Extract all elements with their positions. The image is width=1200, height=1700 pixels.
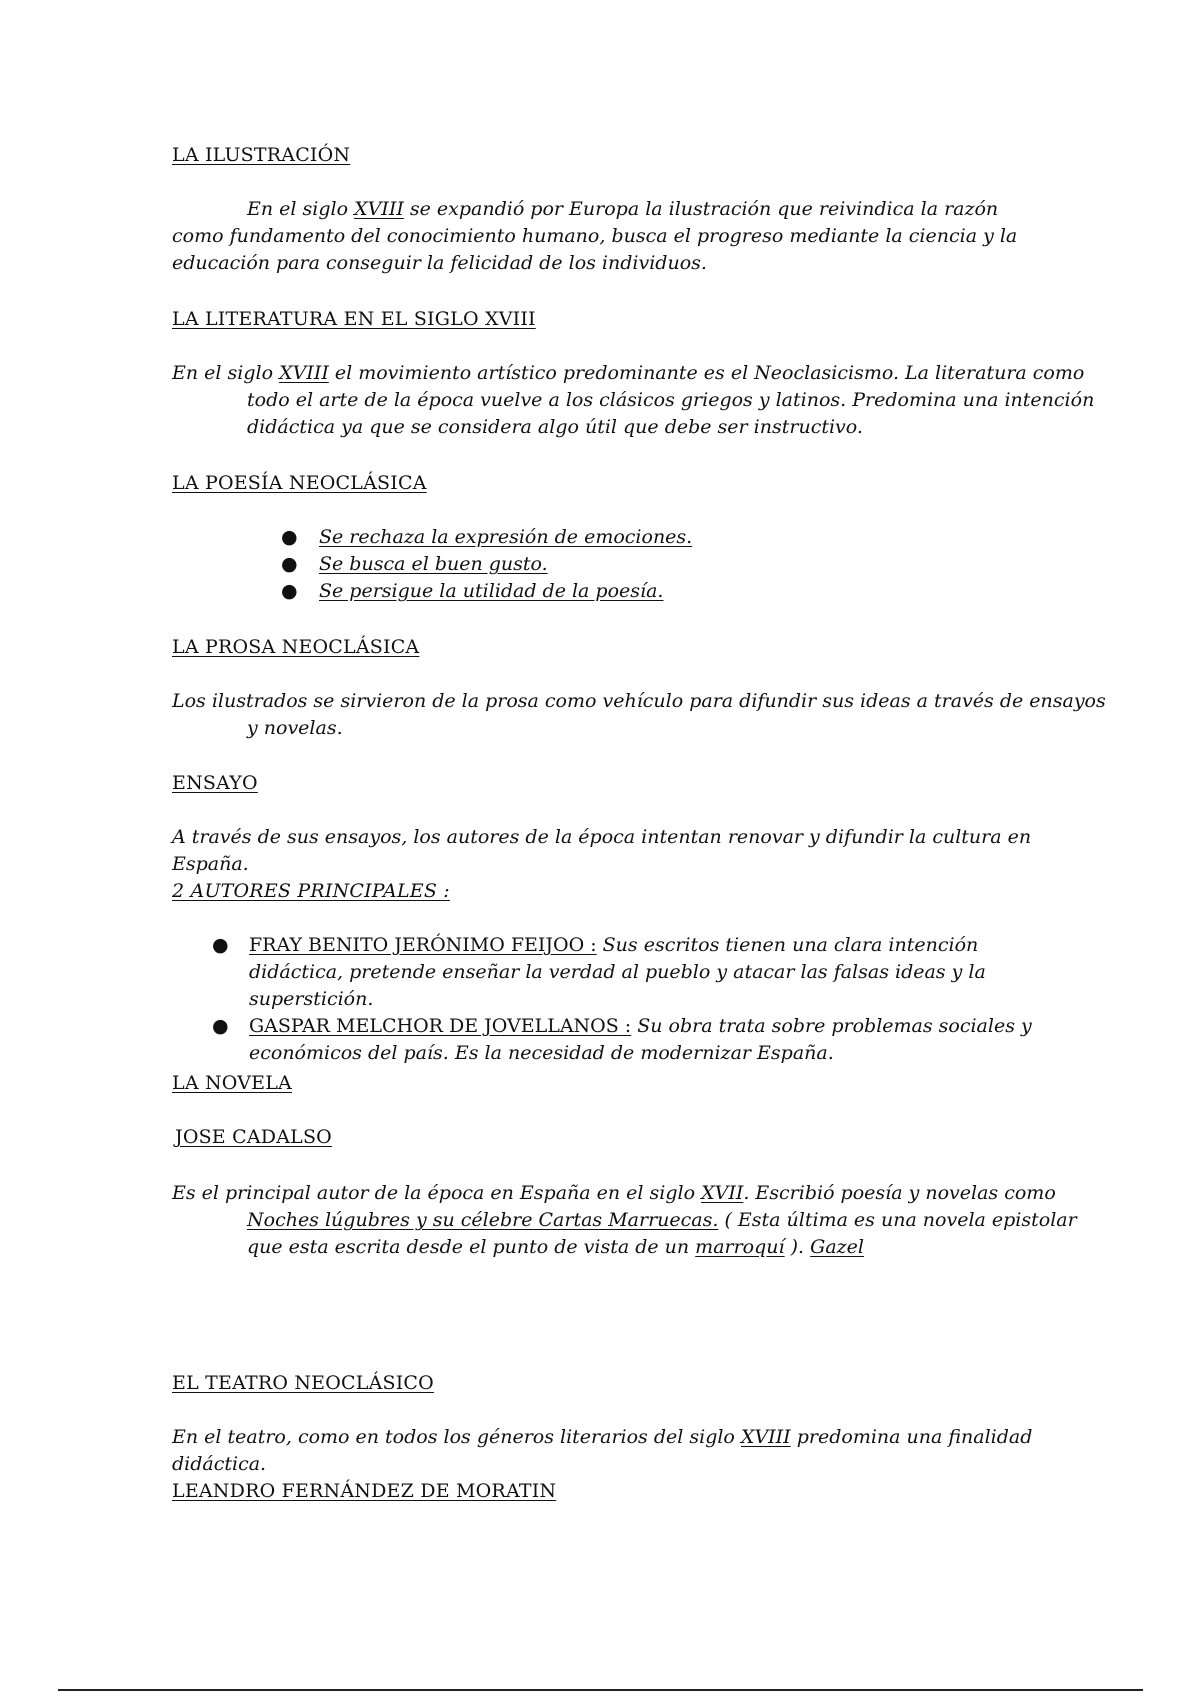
poesia-bullet-list (281, 524, 981, 605)
paragraph-prosa: Los ilustrados se sirvieron de la prosa como vehículo para difundir sus ideas a través de ensayos y novelas. (172, 690, 1106, 739)
heading-teatro: EL TEATRO NEOCLÁSICO (172, 1372, 434, 1394)
paragraph-literatura (172, 360, 1117, 441)
list-item (281, 578, 981, 605)
text-run: ). (784, 1236, 811, 1258)
list-item (212, 1013, 1042, 1067)
bullet-icon: ● (281, 553, 298, 575)
text-run: se expandió por Europa la ilustración que reivindica la razón como fundamento del conocimiento humano, busca el progreso mediante la ciencia y la educación para conseguir la felicidad de los individuos. (172, 198, 1018, 274)
underlined-title: Noches lúgubres y su célebre Cartas Marruecas. (247, 1209, 719, 1231)
author-name: FRAY BENITO JERÓNIMO FEIJOO : (249, 934, 597, 956)
bullet-icon: ● (212, 1015, 229, 1037)
text-run: Es el principal autor de la época en España en el siglo (172, 1182, 702, 1204)
subheading-cadalso: JOSE CADALSO (175, 1126, 332, 1148)
bullet-icon: ● (281, 526, 298, 548)
heading-poesia: LA POESÍA NEOCLÁSICA (172, 472, 427, 494)
subheading-moratin: LEANDRO FERNÁNDEZ DE MORATIN (172, 1480, 557, 1502)
heading-prosa: LA PROSA NEOCLÁSICA (172, 636, 420, 658)
author-description: Su obra trata sobre problemas sociales y económicos del país. Es la necesidad de modernizar España. (249, 1015, 1032, 1064)
authors-list (212, 932, 1042, 1067)
text-run: . Escribió poesía y novelas como (743, 1182, 1056, 1204)
list-item (281, 551, 981, 578)
bullet-text: Se persigue la utilidad de la poesía. (319, 580, 664, 602)
heading-literatura: LA LITERATURA EN EL SIGLO XVIII (172, 308, 536, 330)
text-run: En el siglo (247, 198, 355, 220)
underlined-century: XVII (701, 1182, 744, 1204)
underlined-century: XVIII (740, 1426, 791, 1448)
underlined-century: XVIII (354, 198, 404, 220)
subheading-autores: 2 AUTORES PRINCIPALES : (172, 880, 450, 902)
underlined-century: XVIII (279, 362, 329, 384)
text-run: En el teatro, como en todos los géneros literarios del siglo (172, 1426, 741, 1448)
text-run: predomina una finalidad didáctica. (172, 1426, 1033, 1475)
footer-divider (58, 1689, 1143, 1691)
list-item (281, 524, 981, 551)
paragraph-ensayo: A través de sus ensayos, los autores de la época intentan renovar y difundir la cultura en España. (172, 826, 1032, 875)
underlined-name: Gazel (810, 1236, 864, 1258)
text-run: ( Esta última es una novela epistolar que esta escrita desde el punto de vista de un (247, 1209, 1077, 1258)
paragraph-teatro (172, 1424, 1042, 1478)
bullet-icon: ● (281, 580, 298, 602)
author-name: GASPAR MELCHOR DE JOVELLANOS : (249, 1015, 632, 1037)
text-run: En el siglo (172, 362, 280, 384)
heading-ensayo: ENSAYO (172, 772, 258, 794)
paragraph-novela (172, 1180, 1117, 1261)
author-description: Sus escritos tienen una clara intención didáctica, pretende enseñar la verdad al pueblo y atacar las falsas ideas y la superstición. (249, 934, 986, 1010)
bullet-icon: ● (212, 934, 229, 956)
bullet-text: Se rechaza la expresión de emociones. (319, 526, 693, 548)
list-item (212, 932, 1042, 1013)
text-run: el movimiento artístico predominante es el Neoclasicismo. La literatura como todo el arte de la época vuelve a los clásicos griegos y latinos. Predomina una intención didáctica ya que se considera algo útil que debe ser instructivo. (247, 362, 1095, 438)
heading-novela: LA NOVELA (172, 1072, 292, 1094)
paragraph-ilustracion (172, 196, 1042, 277)
heading-ilustracion: LA ILUSTRACIÓN (172, 144, 351, 166)
bullet-text: Se busca el buen gusto. (319, 553, 548, 575)
underlined-word: marroquí (695, 1236, 785, 1258)
